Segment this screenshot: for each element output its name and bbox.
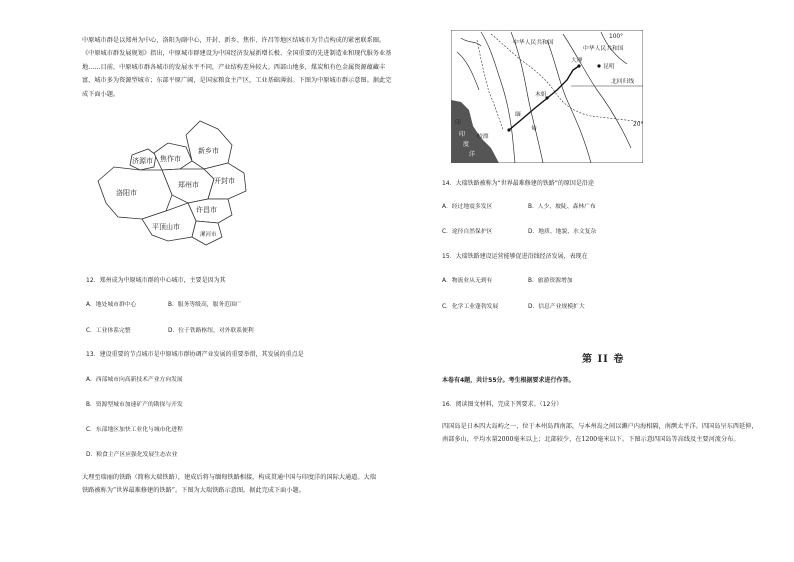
map-label-ocean3: 洋 [469, 151, 476, 158]
q15-option-c[interactable]: C．化学工业蓬勃发展 [442, 304, 499, 310]
railway-intro-passage: 大理至瑞丽的铁路（简称大瑞铁路），建成后将与缅甸铁路相接，构成贯通中国与印度洋的国际大通道。大瑞铁路被称为“世界最难修建的铁路”。下图为大瑞铁路示意图。据此完成下面小题。 [82, 474, 376, 495]
map-label-ocean1: 印 [459, 131, 466, 138]
map-label-china1: 中华人民共和国 [513, 40, 554, 46]
city-label-xinxiang: 新乡市 [198, 147, 219, 155]
q12-option-a[interactable]: A．地处城市群中心 [86, 302, 137, 308]
q13-option-c[interactable]: C．东部地区加快工业化与城市化进程 [86, 427, 183, 433]
city-label-jiaozuo: 焦作市 [160, 155, 181, 163]
q14-option-d[interactable]: D．地质、地貌、水文复杂 [528, 229, 597, 235]
city-label-zhengzhou: 郑州市 [178, 181, 199, 189]
map-label-yin: 印 [455, 120, 461, 126]
q15-stem: 15．大瑞铁路建设运营能够促进沿线经济发展，表现在 [442, 253, 588, 260]
q15-option-b[interactable]: B．旅游资源增加 [528, 278, 573, 284]
city-label-xuchang: 许昌市 [196, 206, 217, 214]
map-label-muji: 木姐 [535, 92, 547, 98]
q14-stem: 14．大瑞铁路被称为“世界最难修建的铁路”的原因是沿途 [442, 180, 594, 187]
q14-option-a[interactable]: A．经过地震多发区 [442, 204, 493, 210]
q14-option-c[interactable]: C．途径自然保护区 [442, 229, 493, 235]
q12-option-c[interactable]: C．工业体系完整 [86, 328, 131, 334]
map-label-kunming: 昆明 [603, 64, 615, 70]
city-label-kaifeng: 开封市 [214, 177, 235, 185]
q13-option-a[interactable]: A．西部城市向高新技术产业方向发展 [86, 377, 183, 383]
q12-stem: 12．郑州成为中原城市群的中心城市，主要是因为其 [86, 277, 226, 284]
map-label-dali: 大理 [571, 58, 583, 64]
map-label-ocean2: 度 [463, 141, 470, 148]
railway-map [451, 30, 643, 163]
q16-passage: 四国岛是日本四大岛屿之一，位于本州岛西南部，与本州岛之间以濑户内海相隔，南濒太平洋。四国岛呈东西延伸，南部多山，平均水量2000毫米以上；北部较少，在1200毫米以下。下图示意四国岛等高线及主要河流分布。 [442, 423, 758, 444]
q13-option-d[interactable]: D．粮食主产区应强化发展生态农业 [86, 452, 178, 458]
map-label-myanmar2: 甸 [531, 126, 537, 132]
q15-option-d[interactable]: D．信息产业规模扩大 [528, 304, 585, 310]
city-label-pingdingshan: 平顶山市 [152, 223, 180, 231]
q13-option-b[interactable]: B．资源型城市加速矿产的勘探与开发 [86, 402, 183, 408]
xinxiang-region [186, 121, 232, 169]
city-label-luohe: 漯河市 [200, 232, 217, 238]
city-cluster-map [96, 115, 296, 255]
map-label-china2: 中华人民共和国 [583, 46, 624, 52]
city-label-luoyang: 洛阳市 [116, 189, 137, 197]
q14-option-b[interactable]: B．人少、坡陡、森林广布 [528, 204, 596, 210]
map-label-lon: 100° [609, 34, 623, 40]
city-label-jiyuan: 济源市 [132, 157, 153, 165]
section-title: 第 II 卷 [582, 354, 625, 365]
q12-option-b[interactable]: B．服务等级高，服务范围广 [168, 302, 242, 308]
map-label-tropic: 北回归线 [611, 79, 635, 85]
map-label-jiaopiao: 皎漂 [477, 134, 489, 140]
intro-passage: 中原城市群是以郑州为中心，洛阳为副中心，开封、新乡、焦作、许昌等地区结城市为节点构成的紧密联系圈。《中原城市群发展规划》指出，中原城市群建设为中国经济发展新增长极、全国重要的先进制造业和现代服务业基地……目前，中原城市群各城市的发展水平不同，产业结构差异较大。西部山地多，煤炭和有色金属资源蕴藏丰富，城市多为资源型城市；东部平原广阔，是国家粮食主产区，工业基础薄弱。下图为中原城市群示意图。据此完成下面小题。 [82, 37, 392, 98]
q16-stem: 16．阅读图文材料，完成下列要求。（12分） [442, 401, 563, 408]
q13-stem: 13．建设重要的节点城市是中原城市群协调产业发展的重要举措，其发展的重点是 [86, 351, 304, 358]
section-note: 本卷有4题，共计55分。考生根据要求进行作答。 [442, 377, 575, 384]
map-label-lat: 20° [633, 122, 643, 128]
map-label-myanmar1: 缅 [515, 112, 521, 118]
q15-option-a[interactable]: A．物流业从无到有 [442, 278, 493, 284]
q12-option-d[interactable]: D．位于铁路枢纽，对外联系便利 [168, 328, 254, 334]
